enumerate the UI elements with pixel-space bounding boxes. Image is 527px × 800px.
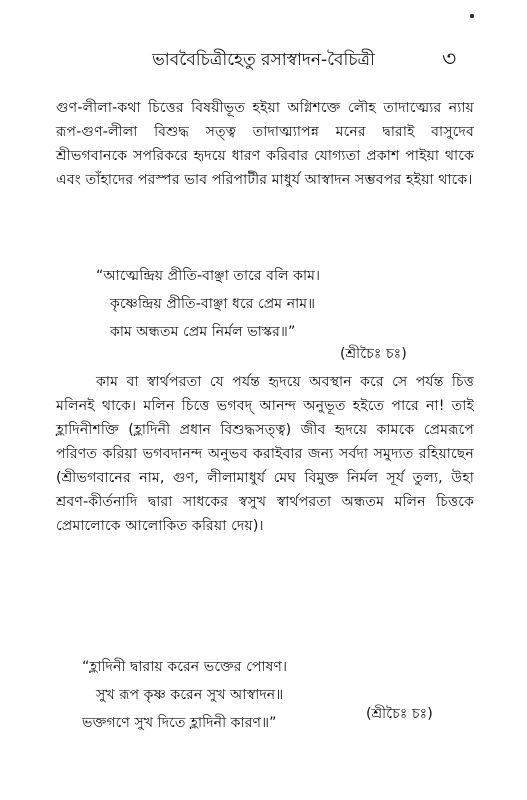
page-number: ৩ xyxy=(442,47,457,72)
paragraph-2: কাম বা স্বার্থপরতা যে পর্যন্ত হৃদয়ে অবস্থান করে সে পর্যন্ত চিত্ত মলিনই থাকে। মলিন চিত্তে ভগবদ্ আনন্দ অনুভূত হইতে পারে না! তাই হ্লাদিনীশক্তি (হ্লাদিনী প্রধান বিশুদ্ধসত্ত্ব) জীব হৃদয়ে কামকে প্রেমরূপে পরিণত করিয়া ভগবদানন্দ অনুভব করাইবার জন্য সর্বদা সমুদ্যত রহিয়াছেন (শ্রীভগবানের নাম, গুণ, লীলামাধুর্য মেঘ বিমুক্ত নির্মল সূর্য তুল্য, উহা শ্রবণ-কীর্তনাদি দ্বারা সাধকের স্বসুখ স্বার্থপরতা অন্ধতম মলিন চিত্তকে প্রেমালোকে আলোকিত করিয়া দেয়)। xyxy=(56,374,474,534)
verse-line: “আত্মেন্দ্রিয় প্রীতি-বাঞ্ছা তারে বলি কাম। xyxy=(96,268,321,284)
verse-citation: (শ্রীচৈঃ চঃ) xyxy=(340,346,407,362)
ink-speck xyxy=(470,14,474,18)
verse-line: সুখ রূপ কৃষ্ণ করেন সুখ আস্বাদন॥ xyxy=(96,687,284,703)
verse-line: “হ্লাদিনী দ্বারায় করেন ভক্তের পোষণ। xyxy=(82,659,288,675)
page-header xyxy=(0,48,527,78)
verse-line: ভক্তগণে সুখ দিতে হ্লাদিনী কারণ॥” xyxy=(82,715,277,731)
paragraph-1: গুণ-লীলা-কথা চিত্তের বিষয়ীভূত হইয়া অগ্নিশক্তে লৌহ তাদাত্ম্যের ন্যায় রূপ-গুণ-লীলা বিশুদ্ধ সত্ত্ব তাদাত্ম্যাপন্ন মনের দ্বারাই বাসুদেব শ্রীভগবানকে সপরিকরে হৃদয়ে ধারণ করিবার যোগ্যতা প্রকাশ পাইয়া থাকে এবং তাঁহাদের পরস্পর ভাব পরিপাটীর মাধুর্য আস্বাদন সম্ভবপর হইয়া থাকে। xyxy=(56,100,474,188)
running-head: ভাববৈচিত্রীহেতু রসাস্বাদন-বৈচিত্রী xyxy=(152,50,375,70)
verse-line: কৃষ্ণেন্দ্রিয় প্রীতি-বাঞ্ছা ধরে প্রেম নাম॥ xyxy=(110,296,316,312)
verse-citation: (শ্রীচৈঃ চঃ) xyxy=(366,706,433,722)
verse-line: কাম অন্ধতম প্রেম নির্মল ভাস্কর॥” xyxy=(110,324,296,340)
verse-block-1 xyxy=(96,262,476,346)
